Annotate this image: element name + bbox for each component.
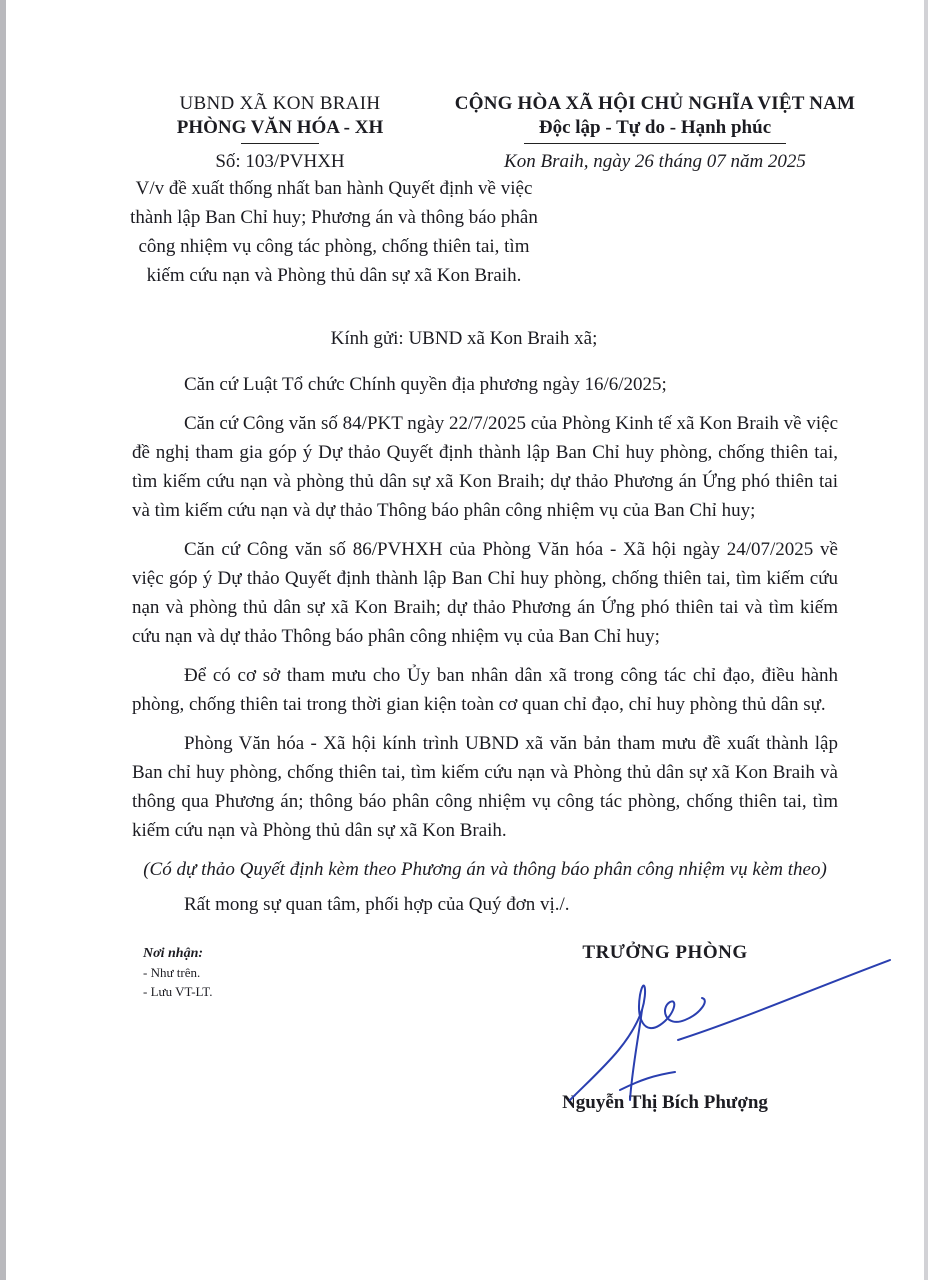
document-number: Số: 103/PVHXH	[215, 151, 345, 172]
header-right	[430, 92, 880, 174]
body-paragraph-5: Phòng Văn hóa - Xã hội kính trình UBND xã văn bản tham mưu đề xuất thành lập Ban chỉ huy phòng, chống thiên tai, tìm kiếm cứu nạn và Phòng thủ dân sự xã Kon Braih và thông qua Phương án; thông báo phân công nhiệm vụ công tác phòng, chống thiên tai, tìm kiếm cứu nạn và Phòng thủ dân sự xã Kon Braih.	[132, 733, 838, 841]
body-paragraph-1: Căn cứ Luật Tổ chức Chính quyền địa phương ngày 16/6/2025;	[184, 374, 667, 395]
recipients-item-1: - Như trên.	[143, 965, 201, 980]
national-motto: Độc lập - Tự do - Hạnh phúc	[538, 117, 772, 138]
national-title: CỘNG HÒA XÃ HỘI CHỦ NGHĨA VIỆT NAM	[454, 93, 856, 114]
place-date: Kon Braih, ngày 26 tháng 07 năm 2025	[504, 151, 806, 172]
body-paragraph-4: Để có cơ sở tham mưu cho Ủy ban nhân dân xã trong công tác chỉ đạo, điều hành phòng, chống thiên tai trong thời gian kiện toàn cơ quan chỉ đạo, chỉ huy phòng thủ dân sự.	[132, 665, 838, 715]
agency-name: UBND XÃ KON BRAIH	[179, 93, 381, 114]
body-paragraph-3: Căn cứ Công văn số 86/PVHXH của Phòng Văn hóa - Xã hội ngày 24/07/2025 về việc góp ý Dự thảo Quyết định thành lập Ban Chỉ huy phòng, chống thiên tai, tìm kiếm cứu nạn và phòng thủ dân sự xã Kon Braih; dự thảo Phương án Ứng phó thiên tai và tìm kiếm cứu nạn và dự thảo Thông báo phân công nhiệm vụ của Ban Chỉ huy;	[132, 539, 838, 647]
attachment-note: (Có dự thảo Quyết định kèm theo Phương án và thông báo phân công nhiệm vụ kèm theo)	[143, 859, 827, 880]
document-subject: V/v đề xuất thống nhất ban hành Quyết định về việc thành lập Ban Chỉ huy; Phương án và thông báo phân công nhiệm vụ công tác phòng, chống thiên tai, tìm kiếm cứu nạn và Phòng thủ dân sự xã Kon Braih.	[130, 178, 538, 286]
signer-name: Nguyễn Thị Bích Phượng	[562, 1092, 768, 1113]
motto-underline	[524, 143, 786, 144]
recipients-item-2: - Lưu VT-LT.	[143, 984, 213, 999]
handwritten-signature	[560, 950, 900, 1110]
header-left	[150, 92, 410, 174]
office-name: PHÒNG VĂN HÓA - XH	[176, 117, 384, 138]
recipients-label: Nơi nhận:	[143, 946, 204, 961]
recipient-line: Kính gửi: UBND xã Kon Braih xã;	[330, 328, 598, 349]
signer-title: TRƯỞNG PHÒNG	[582, 942, 748, 963]
header-left-underline	[241, 143, 319, 144]
recipients-list	[143, 944, 343, 1001]
closing-line: Rất mong sự quan tâm, phối hợp của Quý đơn vị./.	[184, 894, 570, 915]
document-body	[132, 370, 838, 919]
body-paragraph-2: Căn cứ Công văn số 84/PKT ngày 22/7/2025 của Phòng Kinh tế xã Kon Braih về việc đề nghị tham gia góp ý Dự thảo Quyết định thành lập Ban Chỉ huy phòng, chống thiên tai, tìm kiếm cứu nạn và phòng thủ dân sự xã Kon Braih; dự thảo Phương án Ứng phó thiên tai và tìm kiếm cứu nạn và dự thảo Thông báo phân công nhiệm vụ của Ban Chỉ huy;	[132, 413, 838, 521]
